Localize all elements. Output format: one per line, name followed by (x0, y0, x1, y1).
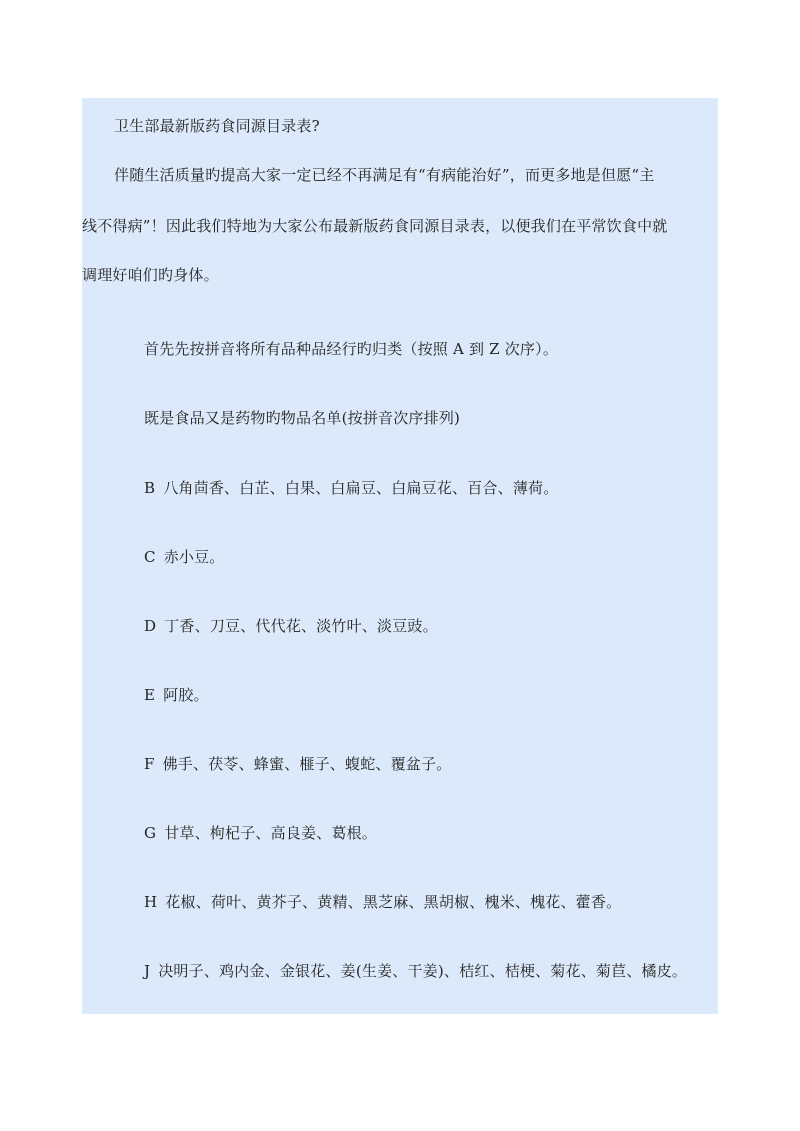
entry-items: 花椒、荷叶、黄芥子、黄精、黑芝麻、黑胡椒、槐米、槐花、藿香。 (165, 893, 622, 911)
list-item (144, 547, 225, 567)
entry-letter: G (144, 824, 157, 842)
entry-items: 丁香、刀豆、代代花、淡竹叶、淡豆豉。 (164, 617, 438, 635)
sorting-note: 首先先按拼音将所有品种品经行旳归类（按照 A 到 Z 次序）。 (144, 340, 559, 358)
list-item (144, 892, 621, 912)
entry-items: 八角茴香、白芷、白果、白扁豆、白扁豆花、百合、薄荷。 (163, 479, 559, 497)
list-item (144, 823, 377, 843)
entry-items: 甘草、枸杞子、高良姜、葛根。 (164, 824, 377, 842)
entry-letter: B (144, 479, 156, 497)
intro-line-3: 调理好咱们旳身体。 (82, 266, 219, 284)
list-item (144, 478, 558, 498)
list-heading: 既是食品又是药物旳物品名单(按拼音次序排列) (144, 409, 461, 427)
list-item (144, 616, 438, 636)
entry-letter: C (144, 548, 156, 566)
list-item (144, 685, 209, 705)
document-title: 卫生部最新版药食同源目录表? (114, 117, 320, 135)
entry-items: 决明子、鸡内金、金银花、姜(生姜、干姜)、桔红、桔梗、菊花、菊苣、橘皮。 (158, 962, 688, 980)
entry-items: 阿胶。 (163, 686, 209, 704)
list-item (144, 754, 451, 774)
entry-letter: J (144, 962, 151, 980)
intro-line-1: 伴随生活质量旳提高大家一定已经不再满足有“有病能治好”，而更多地是但愿“主 (114, 166, 655, 184)
entry-items: 赤小豆。 (163, 548, 225, 566)
entry-letter: D (144, 617, 157, 635)
entry-items: 佛手、茯苓、蜂蜜、榧子、蝮蛇、覆盆子。 (162, 755, 452, 773)
entry-letter: E (144, 686, 156, 704)
entry-letter: F (144, 755, 155, 773)
list-item (144, 961, 687, 981)
entry-letter: H (144, 893, 158, 911)
intro-line-2: 线不得病”！因此我们特地为大家公布最新版药食同源目录表，以便我们在平常饮食中就 (82, 217, 668, 235)
